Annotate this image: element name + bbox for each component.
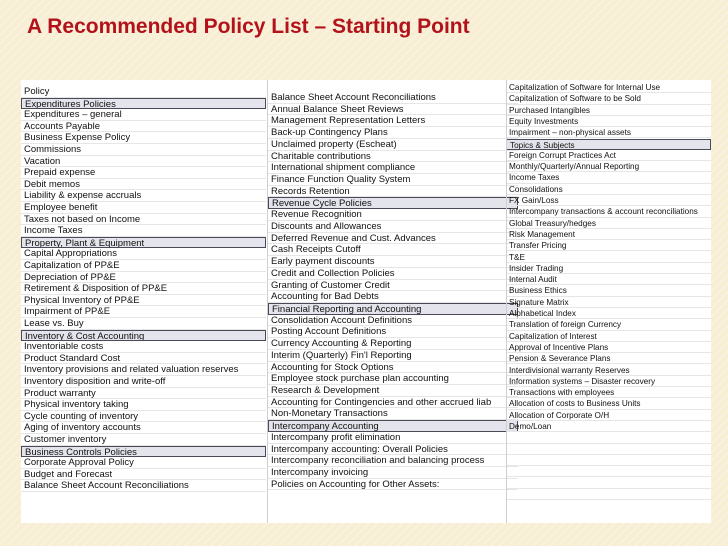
policy-item: Commissions [21, 144, 266, 156]
policy-item: Accounting for Stock Options [268, 362, 518, 374]
policy-item: Income Taxes [21, 225, 266, 237]
policy-item: Capitalization of PP&E [21, 260, 266, 272]
policy-item: Business Expense Policy [21, 132, 266, 144]
policy-item: Consolidations [506, 184, 711, 195]
policy-item: Deferred Revenue and Cust. Advances [268, 233, 518, 245]
policy-item: Intercompany reconciliation and balancing process [268, 455, 518, 467]
section-header: Property, Plant & Equipment [21, 237, 266, 249]
policy-item: Employee benefit [21, 202, 266, 214]
policy-item: Foreign Corrupt Practices Act [506, 150, 711, 161]
policy-item [506, 466, 711, 477]
policy-item: Customer inventory [21, 434, 266, 446]
policy-item: Balance Sheet Account Reconciliations [268, 92, 518, 104]
section-header: Business Controls Policies [21, 446, 266, 458]
policy-item: Intercompany invoicing [268, 467, 518, 479]
policy-item: Retirement & Disposition of PP&E [21, 283, 266, 295]
policy-item: Posting Account Definitions [268, 326, 518, 338]
policy-item: Accounting for Bad Debts [268, 291, 518, 303]
policy-item: Physical Inventory of PP&E [21, 295, 266, 307]
policy-item: Allocation of costs to Business Units [506, 398, 711, 409]
policy-item: Intercompany profit elimination [268, 432, 518, 444]
policy-item: Inventoriable costs [21, 341, 266, 353]
policy-item: Unclaimed property (Escheat) [268, 139, 518, 151]
policy-item: Purchased Intangibles [506, 105, 711, 116]
policy-item: Capitalization of Software to be Sold [506, 93, 711, 104]
section-header: Intercompany Accounting [268, 420, 518, 432]
policy-item: Interdivisional warranty Reserves [506, 365, 711, 376]
policy-item: Global Treasury/hedges [506, 218, 711, 229]
policy-item: Physical inventory taking [21, 399, 266, 411]
section-header: Topics & Subjects [506, 139, 711, 150]
policy-item: International shipment compliance [268, 162, 518, 174]
policy-item: Information systems – Disaster recovery [506, 376, 711, 387]
policy-table [21, 80, 711, 523]
section-header: Financial Reporting and Accounting [268, 303, 518, 315]
section-header: Revenue Cycle Policies [268, 197, 518, 209]
policy-item: Research & Development [268, 385, 518, 397]
section-header: Expenditures Policies [21, 98, 266, 110]
policy-item: Product Standard Cost [21, 353, 266, 365]
policy-item: Prepaid expense [21, 167, 266, 179]
policy-item: Interim (Quarterly) Fin'l Reporting [268, 350, 518, 362]
policy-item [506, 478, 711, 489]
policy-item: Transfer Pricing [506, 240, 711, 251]
policy-item: Expenditures – general [21, 109, 266, 121]
policy-item: Impairment – non-physical assets [506, 127, 711, 138]
policy-item: Finance Function Quality System [268, 174, 518, 186]
policy-item: Annual Balance Sheet Reviews [268, 104, 518, 116]
policy-item: Equity Investments [506, 116, 711, 127]
policy-item: Risk Management [506, 229, 711, 240]
policy-item: Signature Matrix [506, 297, 711, 308]
policy-item: Translation of foreign Currency [506, 319, 711, 330]
policy-item: Business Ethics [506, 285, 711, 296]
policy-item: Product warranty [21, 388, 266, 400]
policy-item: Corporate Approval Policy [21, 457, 266, 469]
policy-item: Internal Audit [506, 274, 711, 285]
policy-item: Inventory provisions and related valuation reserves [21, 364, 266, 376]
policy-item: Policy [21, 86, 266, 98]
policy-item: Taxes not based on Income [21, 214, 266, 226]
policy-item: Impairment of PP&E [21, 306, 266, 318]
policy-item: Discounts and Allowances [268, 221, 518, 233]
policy-item: Currency Accounting & Reporting [268, 338, 518, 350]
policy-item: Aging of inventory accounts [21, 422, 266, 434]
policy-item [506, 489, 711, 500]
policy-item: Demo/Loan [506, 421, 711, 432]
policy-item: Capitalization of Software for Internal Use [506, 82, 711, 93]
policy-item: Credit and Collection Policies [268, 268, 518, 280]
policy-item: Management Representation Letters [268, 115, 518, 127]
policy-item: Capital Appropriations [21, 248, 266, 260]
policy-item: Early payment discounts [268, 256, 518, 268]
policy-item: Monthly/Quarterly/Annual Reporting [506, 161, 711, 172]
policy-item: Liability & expense accruals [21, 190, 266, 202]
policy-item [506, 432, 711, 443]
policy-item [506, 455, 711, 466]
policy-item: Non-Monetary Transactions [268, 408, 518, 420]
policy-item: Balance Sheet Account Reconciliations [21, 480, 266, 492]
policy-item: Accounts Payable [21, 121, 266, 133]
policy-item: Allocation of Corporate O/H [506, 410, 711, 421]
column-divider [506, 80, 507, 523]
section-header: Inventory & Cost Accounting [21, 330, 266, 342]
policy-item: Capitalization of Interest [506, 331, 711, 342]
policy-item: Income Taxes [506, 172, 711, 183]
policy-item: Approval of Incentive Plans [506, 342, 711, 353]
policy-item: Lease vs. Buy [21, 318, 266, 330]
policy-item: Policies on Accounting for Other Assets: [268, 479, 518, 491]
column-divider [267, 80, 268, 523]
policy-item: Cash Receipts Cutoff [268, 244, 518, 256]
policy-item [506, 444, 711, 455]
policy-item: Alphabetical Index [506, 308, 711, 319]
policy-item: Budget and Forecast [21, 469, 266, 481]
policy-item: Records Retention [268, 186, 518, 198]
policy-item: Intercompany transactions & account reconciliations [506, 206, 711, 217]
policy-item: Employee stock purchase plan accounting [268, 373, 518, 385]
policy-item: Granting of Customer Credit [268, 280, 518, 292]
page-title: A Recommended Policy List – Starting Point [27, 15, 470, 38]
policy-item: Transactions with employees [506, 387, 711, 398]
policy-item: Debit memos [21, 179, 266, 191]
policy-item: Insider Trading [506, 263, 711, 274]
policy-item: Consolidation Account Definitions [268, 315, 518, 327]
policy-item: Depreciation of PP&E [21, 272, 266, 284]
policy-item: Inventory disposition and write-off [21, 376, 266, 388]
policy-item: Charitable contributions [268, 151, 518, 163]
policy-item: FX Gain/Loss [506, 195, 711, 206]
policy-item: Vacation [21, 156, 266, 168]
policy-item: Revenue Recognition [268, 209, 518, 221]
policy-item: Pension & Severance Plans [506, 353, 711, 364]
policy-item: Cycle counting of inventory [21, 411, 266, 423]
policy-item: Intercompany accounting: Overall Policies [268, 444, 518, 456]
policy-item: Back-up Contingency Plans [268, 127, 518, 139]
policy-item: Accounting for Contingencies and other accrued liab [268, 397, 518, 409]
policy-item: T&E [506, 252, 711, 263]
